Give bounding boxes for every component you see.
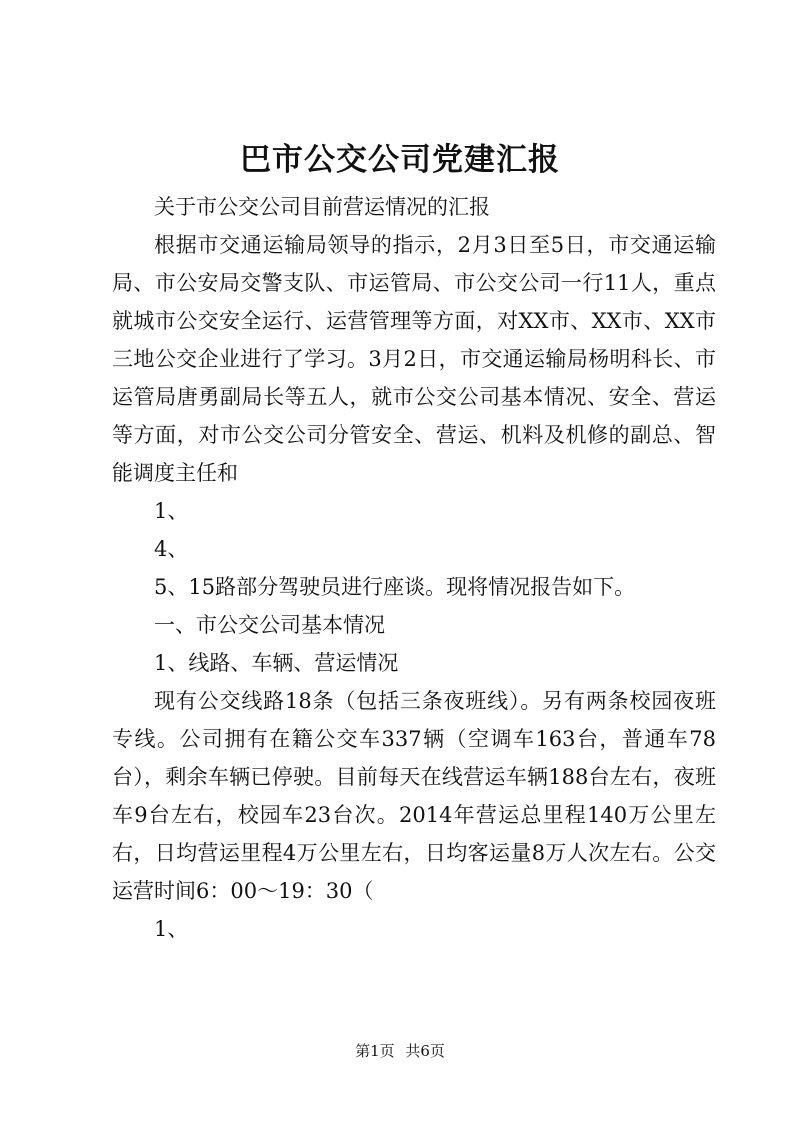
paragraph-subject: 关于市公交公司目前营运情况的汇报 [154, 195, 490, 219]
paragraph-item-1-end: 1、 [154, 917, 189, 941]
document-body [112, 188, 716, 948]
page-footer [0, 1041, 800, 1061]
subsection-heading-1: 1、线路、车辆、营运情况 [154, 651, 399, 675]
paragraph-item-1: 1、 [154, 499, 189, 523]
document-title: 巴市公交公司党建汇报 [240, 142, 560, 178]
section-heading-1: 一、市公交公司基本情况 [154, 613, 385, 637]
paragraph-intro: 根据市交通运输局领导的指示，2月3日至5日，市交通运输局、市公安局交警支队、市运管局、市公交公司一行11人，重点就城市公交安全运行、运营管理等方面，对XX市、XX市、XX市三地公交企业进行了学习。3月2日，市交通运输局杨明科长、市运管局唐勇副局长等五人，就市公交公司基本情况、安全、营运等方面，对市公交公司分管安全、营运、机料及机修的副总、智能调度主任和 [112, 233, 716, 485]
page-number: 第1页 [355, 1042, 395, 1060]
paragraph-item-5: 5、15路部分驾驶员进行座谈。现将情况报告如下。 [154, 575, 636, 599]
page-total: 共6页 [405, 1042, 445, 1060]
paragraph-item-4: 4、 [154, 537, 189, 561]
paragraph-operations: 现有公交线路18条（包括三条夜班线）。另有两条校园夜班专线。公司拥有在籍公交车337辆（空调车163台，普通车78台），剩余车辆已停驶。目前每天在线营运车辆188台左右，夜班车9台左右，校园车23台次。2014年营运总里程140万公里左右，日均营运里程4万公里左右，日均客运量8万人次左右。公交运营时间6：00～19：30（ [112, 689, 716, 903]
